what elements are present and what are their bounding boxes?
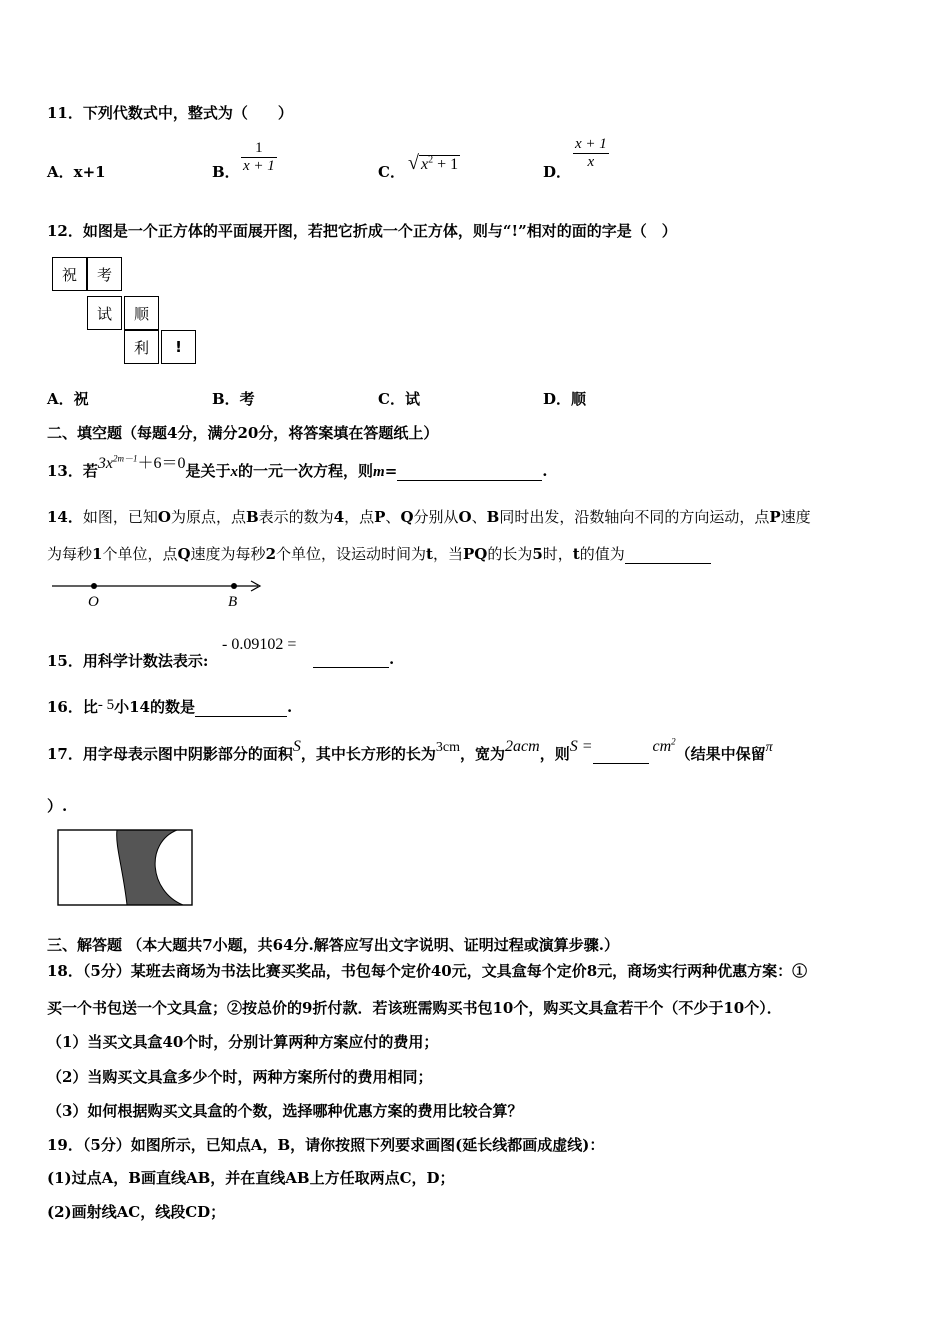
q14-text: 个单位，点	[102, 545, 178, 563]
q15-expression: - 0.09102 =	[222, 636, 297, 653]
q16-rest: 小14的数是	[114, 698, 195, 716]
q14-q: Q	[400, 508, 414, 526]
q15-answer-blank[interactable]	[313, 651, 389, 668]
q13-mid2: 的一元一次方程，则	[238, 462, 374, 480]
q14-text: 速度	[780, 508, 811, 526]
q13-var: x	[230, 464, 239, 480]
q14-text: 为每秒	[47, 545, 93, 563]
q14-text: 同时出发，沿数轴向不同的方向运动，点	[499, 508, 770, 526]
fraction-denominator: x + 1	[243, 158, 275, 174]
section-3-heading: 三、解答题 （本大题共7小题，共64分.解答应写出文字说明、证明过程或演算步骤.）	[47, 936, 619, 954]
q14-text: 的长为	[487, 545, 533, 563]
point-o-label: O	[88, 594, 99, 610]
q11-option-d-fraction	[573, 136, 609, 171]
net-cell-kao: 考	[87, 257, 122, 291]
net-cell-shun: 顺	[124, 296, 159, 330]
option-label: A．	[47, 163, 74, 181]
q17-length: 3cm	[435, 740, 461, 755]
unit-exponent: 2	[671, 736, 676, 747]
q17-line	[47, 736, 773, 764]
q14-text: 表示的数为	[258, 508, 334, 526]
q17-unit	[653, 738, 676, 755]
point-b-dot	[231, 583, 237, 589]
q14-line1	[47, 506, 811, 527]
q17-s-eq: S =	[569, 738, 593, 755]
q13-line	[47, 453, 548, 481]
q14-text: ，点	[344, 508, 375, 526]
shaded-area-figure	[57, 829, 195, 907]
q14-two: 2	[265, 545, 276, 563]
q14-sep: 、	[471, 508, 487, 526]
q11-option-b-fraction	[241, 140, 277, 175]
eq-rest: ＋6＝0	[137, 455, 186, 472]
sqrt-icon: √	[408, 152, 419, 174]
fraction-denominator: x	[573, 153, 609, 171]
q14-b: B	[486, 508, 500, 526]
q16-end: .	[287, 698, 293, 716]
q12-option-c[interactable]: C．试	[378, 390, 420, 408]
q19-part1: (1)过点A，B画直线AB，并在直线AB上方任取两点C，D；	[47, 1169, 455, 1187]
section-2-heading: 二、填空题（每题4分，满分20分，将答案填在答题纸上）	[47, 424, 439, 442]
q14-q: Q	[177, 545, 191, 563]
q18-part3: （3）如何根据购买文具盒的个数，选择哪种优惠方案的费用比较合算？	[47, 1102, 523, 1120]
q18-part2: （2）当购买文具盒多少个时，两种方案所付的费用相同；	[47, 1068, 433, 1086]
q12-option-b[interactable]: B．考	[212, 390, 255, 408]
q17-answer-blank[interactable]	[593, 747, 649, 764]
option-value: x+1	[73, 163, 106, 181]
q11-option-c-label[interactable]: C．	[378, 163, 405, 181]
q14-p: P	[769, 508, 781, 526]
unit-cm: cm	[652, 738, 672, 755]
radicand-exponent: 2	[428, 154, 434, 166]
net-cell-zhu: 祝	[52, 257, 87, 291]
q15-line	[47, 650, 208, 671]
q14-text: 个单位，设运动时间为	[276, 545, 427, 563]
q18-line2: 买一个书包送一个文具盒；②按总价的9折付款．若该班需购买书包10个，购买文具盒若干个（不少于10个）．	[47, 999, 782, 1017]
fraction-numerator: x + 1	[575, 136, 607, 152]
fraction-numerator: 1	[255, 140, 263, 156]
q18-part1: （1）当买文具盒40个时，分别计算两种方案应付的费用；	[47, 1033, 439, 1051]
number-line-figure	[48, 576, 268, 612]
q14-text: ，当	[432, 545, 463, 563]
q14-p: P	[374, 508, 386, 526]
q14-number: 14．	[47, 508, 83, 526]
q19-part2: (2)画射线AC，线段CD；	[47, 1203, 226, 1221]
q14-text: 分别从	[413, 508, 459, 526]
q15-end: .	[389, 650, 395, 668]
q14-text: 的值为	[579, 545, 625, 563]
q18-line1: 18．（5分）某班去商场为书法比赛买奖品，书包每个定价40元，文具盒每个定价8元，商场实行两种优惠方案：①	[47, 962, 808, 980]
q14-o: O	[458, 508, 472, 526]
q14-t: t	[572, 545, 580, 563]
radicand-rest: + 1	[433, 156, 459, 173]
point-b-label: B	[228, 594, 238, 610]
q11-option-c-radical	[408, 152, 460, 175]
radicand-var: x	[420, 156, 429, 173]
q14-one: 1	[92, 545, 103, 563]
eq-exponent: 2m－1	[112, 453, 138, 464]
q14-text: 为原点，点	[170, 508, 246, 526]
q16-answer-blank[interactable]	[195, 700, 287, 717]
q13-equation	[98, 455, 186, 472]
q19-line1: 19．（5分）如图所示，已知点A，B，请你按照下列要求画图(延长线都画成虚线)：	[47, 1136, 605, 1154]
q16-neg5: - 5	[97, 697, 115, 713]
radicand	[419, 155, 460, 173]
eq-base: 3x	[97, 455, 113, 472]
q15-answer	[313, 650, 394, 668]
q14-answer-blank[interactable]	[625, 547, 711, 564]
q12-option-d[interactable]: D．顺	[543, 390, 587, 408]
q14-five: 5	[532, 545, 543, 563]
q17-pi: π	[765, 740, 773, 755]
q17-s: S	[292, 738, 301, 755]
q14-t: t	[426, 545, 433, 563]
q12-stem: 12．如图是一个正方体的平面展开图，若把它折成一个正方体，则与“!”相对的面的字是（ ）	[47, 222, 677, 240]
q13-prefix: 13．若	[47, 462, 98, 480]
q15-label: 15．用科学计数法表示:	[47, 652, 209, 670]
q11-stem: 11．下列代数式中，整式为（ ）	[47, 104, 293, 122]
net-cell-exclaim: !	[161, 330, 196, 364]
q14-line2	[47, 543, 711, 564]
q13-ans-var: m	[373, 464, 385, 480]
q11-option-a[interactable]	[47, 161, 106, 182]
q16-line	[47, 696, 292, 717]
q16-label: 16．比	[47, 698, 98, 716]
q11-option-d-label[interactable]: D．	[543, 163, 572, 181]
q13-answer-blank[interactable]	[397, 464, 542, 481]
q14-pq: PQ	[462, 545, 488, 563]
q17-text: ，则	[539, 745, 570, 763]
net-cell-shi: 试	[87, 296, 122, 330]
q17-text: （结果中保留	[675, 745, 766, 763]
q17-close: ）.	[47, 797, 68, 815]
q14-text: 如图，已知	[82, 508, 158, 526]
q12-option-a[interactable]: A．祝	[47, 390, 89, 408]
q14-o: O	[157, 508, 171, 526]
point-o-dot	[91, 583, 97, 589]
q13-end: .	[542, 462, 548, 480]
shaded-region	[117, 830, 183, 905]
q13-mid: 是关于	[185, 462, 231, 480]
q17-text: ，其中长方形的长为	[300, 745, 436, 763]
q11-option-b-label[interactable]: B．	[212, 163, 240, 181]
q13-eq: =	[384, 462, 398, 480]
q14-sep: 、	[385, 508, 401, 526]
q17-text: ，宽为	[460, 745, 506, 763]
q14-b: B	[245, 508, 259, 526]
q14-text: 时，	[542, 545, 573, 563]
q14-text: 速度为每秒	[190, 545, 266, 563]
q17-text: 17．用字母表示图中阴影部分的面积	[47, 745, 293, 763]
q14-four: 4	[333, 508, 345, 526]
q17-width: 2acm	[505, 738, 540, 755]
net-cell-li: 利	[124, 330, 159, 364]
